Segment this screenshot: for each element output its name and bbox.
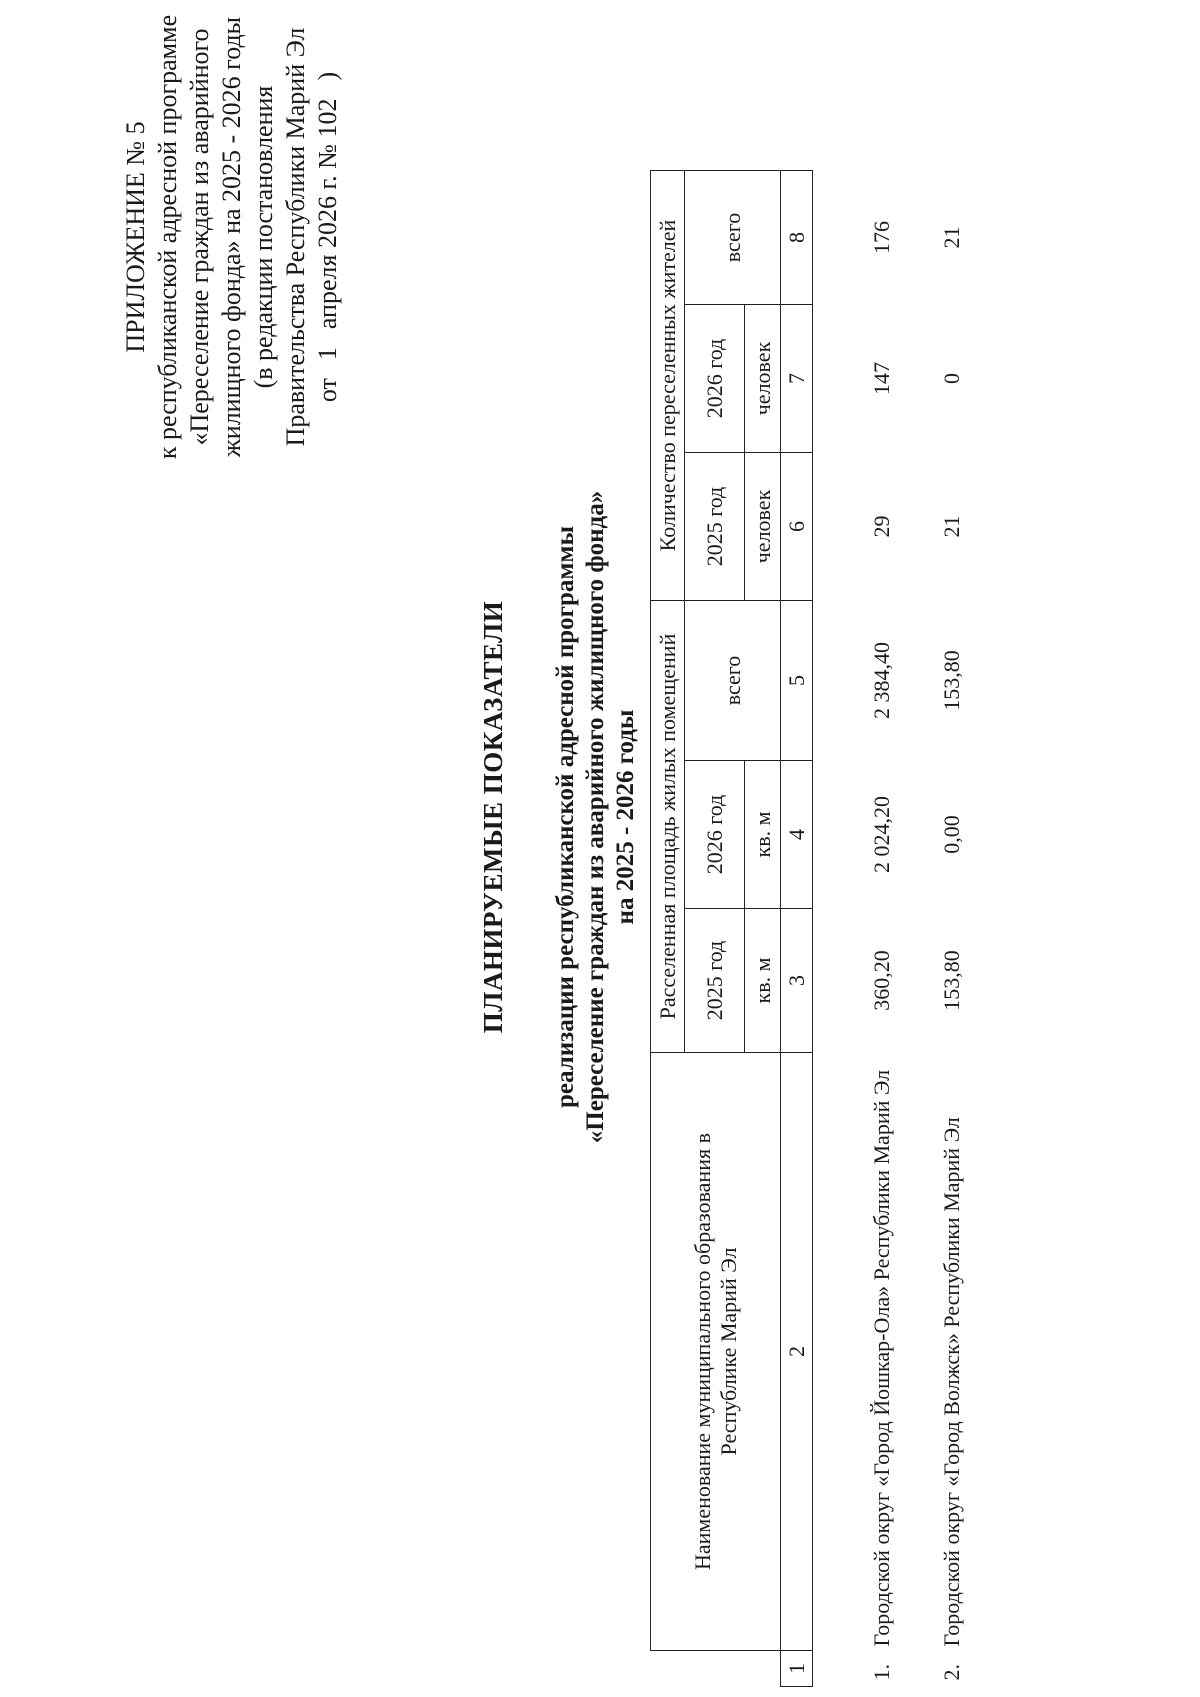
appendix-line: (в редакции постановления [249, 85, 278, 389]
col-number: 1 [781, 1651, 813, 1687]
row-people-2026: 0 [939, 373, 964, 384]
header-area-group: Расселенная площадь жилых помещений [651, 601, 685, 1053]
unit-people-2026: человек [745, 305, 781, 453]
row-people-total: 176 [869, 221, 894, 254]
row-area-2025: 153,80 [939, 950, 964, 1011]
subtitle-line: реализации республиканской адресной программы [552, 526, 579, 1108]
header-residents-group: Количество переселенных жителей [651, 171, 685, 601]
table-row [917, 171, 987, 1687]
indicators-table [650, 170, 987, 1687]
order-date: апреля 2026 г. № 102 [313, 98, 342, 330]
header-area-total: всего [685, 601, 781, 761]
subtitle-line: «Переселение граждан из аварийного жилищного фонда» [582, 490, 609, 1144]
appendix-block [120, 0, 344, 497]
row-people-2025: 29 [869, 515, 894, 538]
col-number: 5 [781, 601, 813, 761]
col-number: 2 [781, 1053, 813, 1651]
unit-people-2025: человек [745, 453, 781, 601]
row-municipality: Городской округ «Город Йошкар-Ола» Республики Марий Эл [869, 1069, 894, 1647]
subtitle-line: на 2025 - 2026 годы [612, 709, 639, 925]
row-municipality: Городской округ «Город Волжск» Республики Марий Эл [939, 1117, 964, 1647]
unit-area-2026: кв. м [745, 761, 781, 909]
row-people-2025: 21 [939, 515, 964, 538]
col-number: 4 [781, 761, 813, 909]
col-number: 3 [781, 909, 813, 1053]
appendix-line: жилищного фонда» на 2025 - 2026 годы [217, 16, 246, 458]
appendix-order-line [312, 0, 344, 497]
table-row [813, 171, 918, 1687]
page-title: ПЛАНИРУЕМЫЕ ПОКАЗАТЕЛИ [478, 600, 508, 1034]
row-number: 1. [869, 1664, 894, 1681]
row-area-total: 2 384,40 [869, 642, 894, 719]
unit-area-2025: кв. м [745, 909, 781, 1053]
header-area-2025: 2025 год [685, 909, 745, 1053]
col-number: 8 [781, 171, 813, 305]
appendix-line: «Переселение граждан из аварийного [185, 28, 214, 446]
header-name: Наименование муниципального образования в Республике Марий Эл [651, 1053, 781, 1651]
header-area-2026: 2026 год [685, 761, 745, 909]
row-people-total: 21 [939, 226, 964, 249]
header-num [651, 1651, 781, 1687]
row-area-2026: 2 024,20 [869, 796, 894, 873]
order-day: 1 [313, 347, 342, 361]
order-suffix: ) [313, 71, 342, 81]
header-people-2025: 2025 год [685, 453, 745, 601]
appendix-line: к республиканской адресной программе [153, 14, 182, 460]
col-number: 6 [781, 453, 813, 601]
appendix-line: Правительства Республики Марий Эл [281, 27, 310, 447]
appendix-number: ПРИЛОЖЕНИЕ № 5 [121, 121, 150, 353]
row-area-2025: 360,20 [869, 950, 894, 1011]
row-area-total: 153,80 [939, 650, 964, 711]
row-area-2026: 0,00 [939, 815, 964, 854]
order-prefix: от [313, 378, 342, 403]
col-number: 7 [781, 305, 813, 453]
title-block [478, 267, 641, 1367]
header-people-2026: 2026 год [685, 305, 745, 453]
header-people-total: всего [685, 171, 781, 305]
row-number: 2. [939, 1664, 964, 1681]
row-people-2026: 147 [869, 362, 894, 395]
